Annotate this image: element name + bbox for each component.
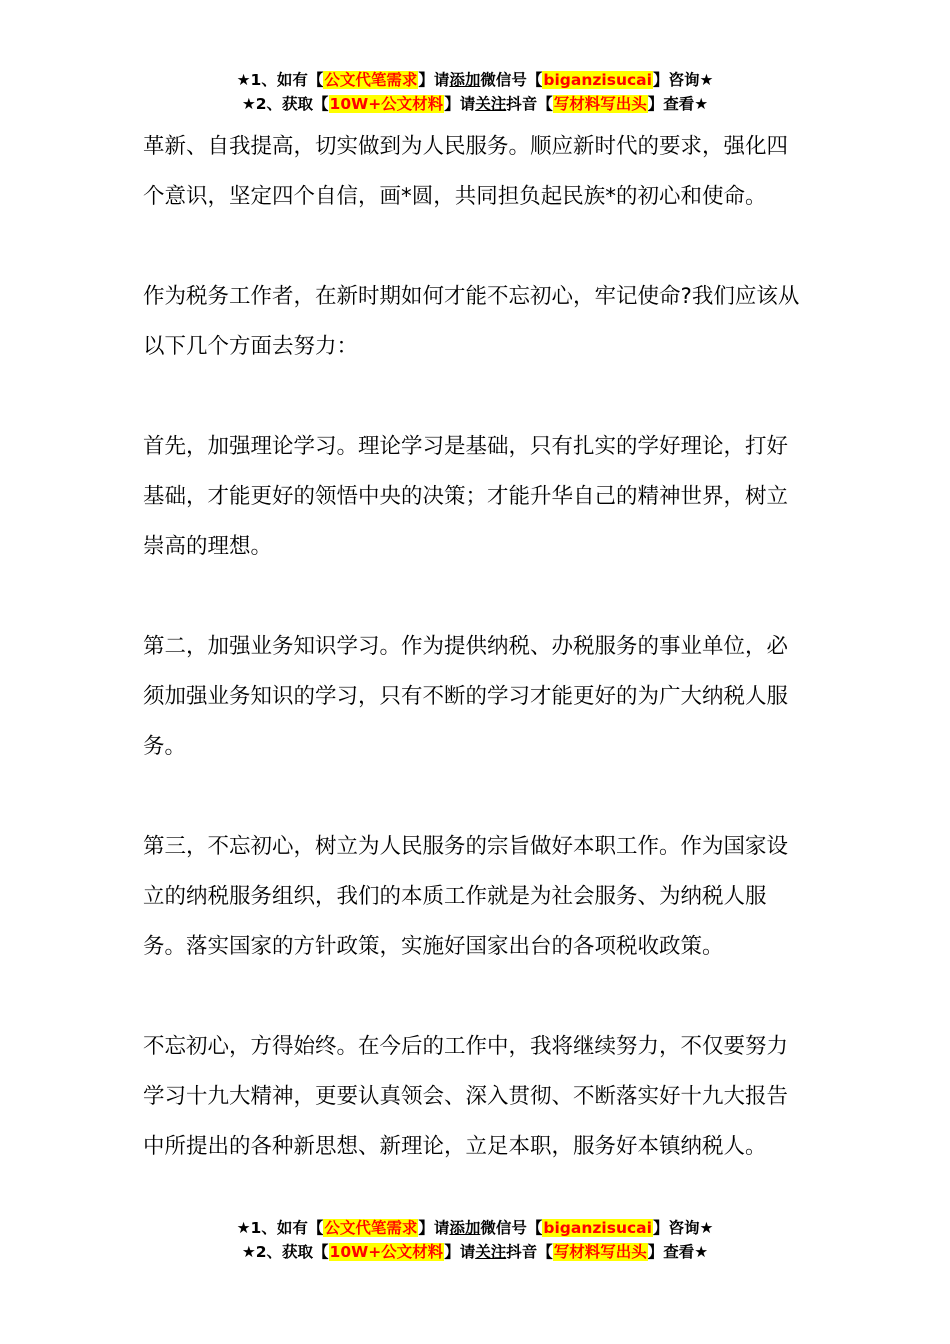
- highlight-service: 公文代笔需求: [324, 71, 418, 89]
- paragraph: 第二，加强业务知识学习。作为提供纳税、办税服务的事业单位，必须加强业务知识的学习，只有不断的学习才能更好的为广大纳税人服务。: [143, 634, 789, 759]
- document-body: [143, 122, 807, 1172]
- banner-line-2: ★2、获取【10W+公文材料】请关注抖音【写材料写出头】查看★: [241, 95, 709, 113]
- highlight-materials: 10W+公文材料: [329, 95, 444, 113]
- footer-banner: [0, 1216, 950, 1264]
- banner-line-1: ★1、如有【公文代笔需求】请添加微信号【biganzisucai】咨询★: [236, 1219, 714, 1237]
- highlight-douyin-account: 写材料写出头: [553, 95, 647, 113]
- header-banner: [0, 68, 950, 116]
- highlight-wechat-id: biganzisucai: [543, 71, 652, 89]
- highlight-wechat-id: biganzisucai: [543, 1219, 652, 1237]
- paragraph: 首先，加强理论学习。理论学习是基础，只有扎实的学好理论，打好基础，才能更好的领悟中央的决策；才能升华自己的精神世界，树立崇高的理想。: [143, 434, 789, 559]
- paragraph: 革新、自我提高，切实做到为人民服务。顺应新时代的要求，强化四个意识，坚定四个自信，画*圆，共同担负起民族*的初心和使命。: [143, 134, 789, 209]
- highlight-materials: 10W+公文材料: [329, 1243, 444, 1261]
- paragraph: 不忘初心，方得始终。在今后的工作中，我将继续努力，不仅要努力学习十九大精神，更要认真领会、深入贯彻、不断落实好十九大报告中所提出的各种新思想、新理论，立足本职，服务好本镇纳税人。: [143, 1034, 789, 1159]
- paragraph: 第三，不忘初心，树立为人民服务的宗旨做好本职工作。作为国家设立的纳税服务组织，我们的本质工作就是为社会服务、为纳税人服务。落实国家的方针政策，实施好国家出台的各项税收政策。: [143, 834, 789, 959]
- banner-line-2: ★2、获取【10W+公文材料】请关注抖音【写材料写出头】查看★: [241, 1243, 709, 1261]
- highlight-service: 公文代笔需求: [324, 1219, 418, 1237]
- paragraph: 作为税务工作者，在新时期如何才能不忘初心，牢记使命?我们应该从以下几个方面去努力：: [143, 284, 800, 359]
- highlight-douyin-account: 写材料写出头: [553, 1243, 647, 1261]
- banner-line-1: ★1、如有【公文代笔需求】请添加微信号【biganzisucai】咨询★: [236, 71, 714, 89]
